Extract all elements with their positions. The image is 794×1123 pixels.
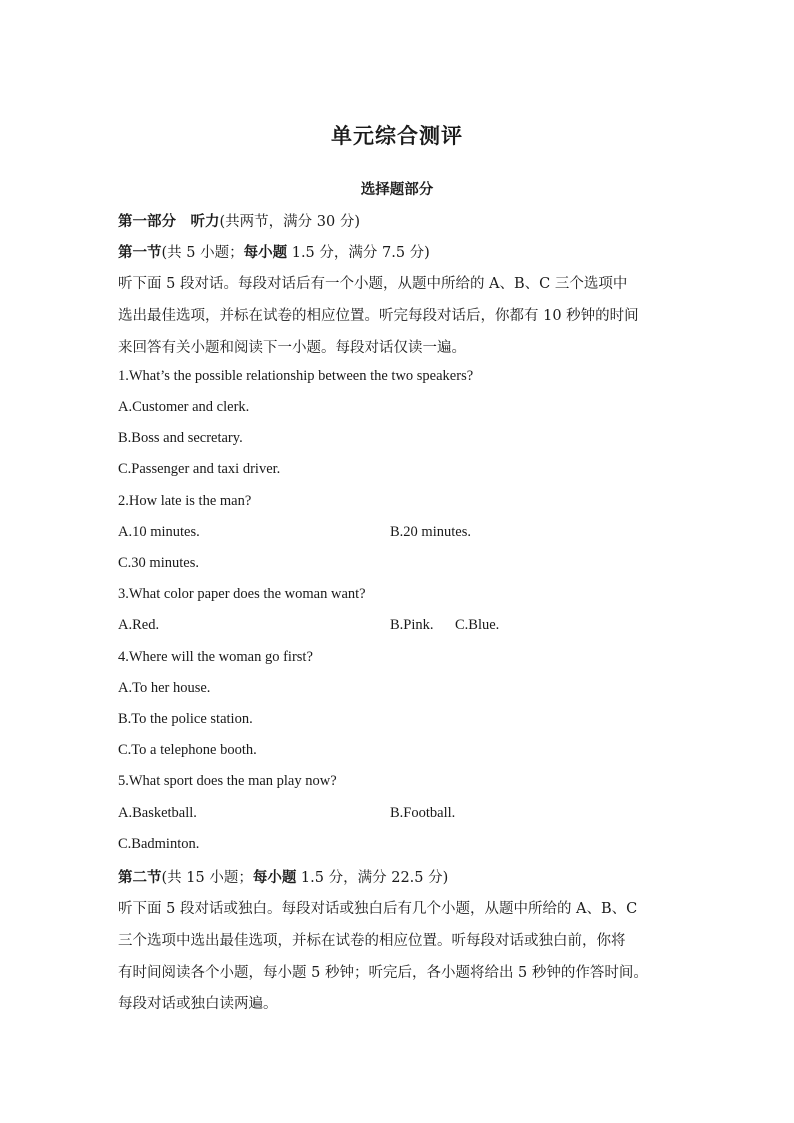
question-option: B.Football.: [390, 805, 456, 821]
part1-heading: 第一部分 听力: [118, 213, 220, 230]
question-option: B.Boss and secretary.: [118, 430, 243, 446]
part1-heading-line: [118, 210, 360, 231]
section1-instruction-line: 选出最佳选项，并标在试卷的相应位置。听完每段对话后，你都有 10 秒钟的时间: [118, 308, 639, 324]
question-option: C.Blue.: [455, 617, 500, 633]
question-option: B.20 minutes.: [390, 524, 471, 540]
section1-instruction-line: 来回答有关小题和阅读下一小题。每段对话仅读一遍。: [118, 340, 466, 356]
question-option: A.10 minutes.: [118, 524, 200, 540]
section2-heading: 第二节: [118, 869, 162, 886]
section1-instruction-line: 听下面 5 段对话。每段对话后有一个小题，从题中所给的 A、B、C 三个选项中: [118, 276, 628, 292]
section2-heading-bold: 每小题: [252, 869, 297, 886]
section2-instruction-line: 有时间阅读各个小题，每小题 5 秒钟；听完后，各小题将给出 5 秒钟的作答时间。: [118, 965, 648, 981]
section2-heading-mid: (共 15 小题；: [161, 870, 253, 886]
question-option: C.Passenger and taxi driver.: [118, 461, 281, 477]
question-option: B.Pink.: [390, 617, 434, 633]
section-subtitle: 选择题部分: [360, 181, 434, 198]
section1-heading-mid: (共 5 小题；: [161, 245, 244, 261]
question-option: A.Red.: [118, 617, 160, 633]
question-stem: 4.Where will the woman go first?: [118, 649, 313, 665]
section2-instruction-line: 听下面 5 段对话或独白。每段对话或独白后有几个小题，从题中所给的 A、B、C: [118, 901, 638, 917]
question-stem: 5.What sport does the man play now?: [118, 773, 337, 789]
question-option: A.Basketball.: [118, 805, 197, 821]
section1-heading-tail: 1.5 分，满分 7.5 分): [287, 245, 430, 261]
section2-heading-line: [118, 866, 448, 887]
question-option: A.Customer and clerk.: [118, 399, 250, 415]
section2-heading-tail: 1.5 分，满分 22.5 分): [296, 870, 449, 886]
question-option: A.To her house.: [118, 680, 211, 696]
question-stem: 3.What color paper does the woman want?: [118, 586, 366, 602]
question-stem: 2.How late is the man?: [118, 493, 252, 509]
question-stem: 1.What’s the possible relationship between the two speakers?: [118, 368, 474, 384]
question-option: C.To a telephone booth.: [118, 742, 257, 758]
section1-heading-line: [118, 241, 430, 262]
section1-heading-bold: 每小题: [243, 244, 288, 261]
question-option: C.Badminton.: [118, 836, 200, 852]
section2-instruction-line: 三个选项中选出最佳选项，并标在试卷的相应位置。听每段对话或独白前，你将: [118, 933, 626, 949]
question-option: C.30 minutes.: [118, 555, 199, 571]
page-title: 单元综合测评: [331, 123, 463, 148]
question-option: B.To the police station.: [118, 711, 253, 727]
section2-instruction-line: 每段对话或独白读两遍。: [118, 996, 278, 1012]
part1-heading-note: (共两节，满分 30 分): [219, 214, 360, 230]
section1-heading: 第一节: [118, 244, 162, 261]
